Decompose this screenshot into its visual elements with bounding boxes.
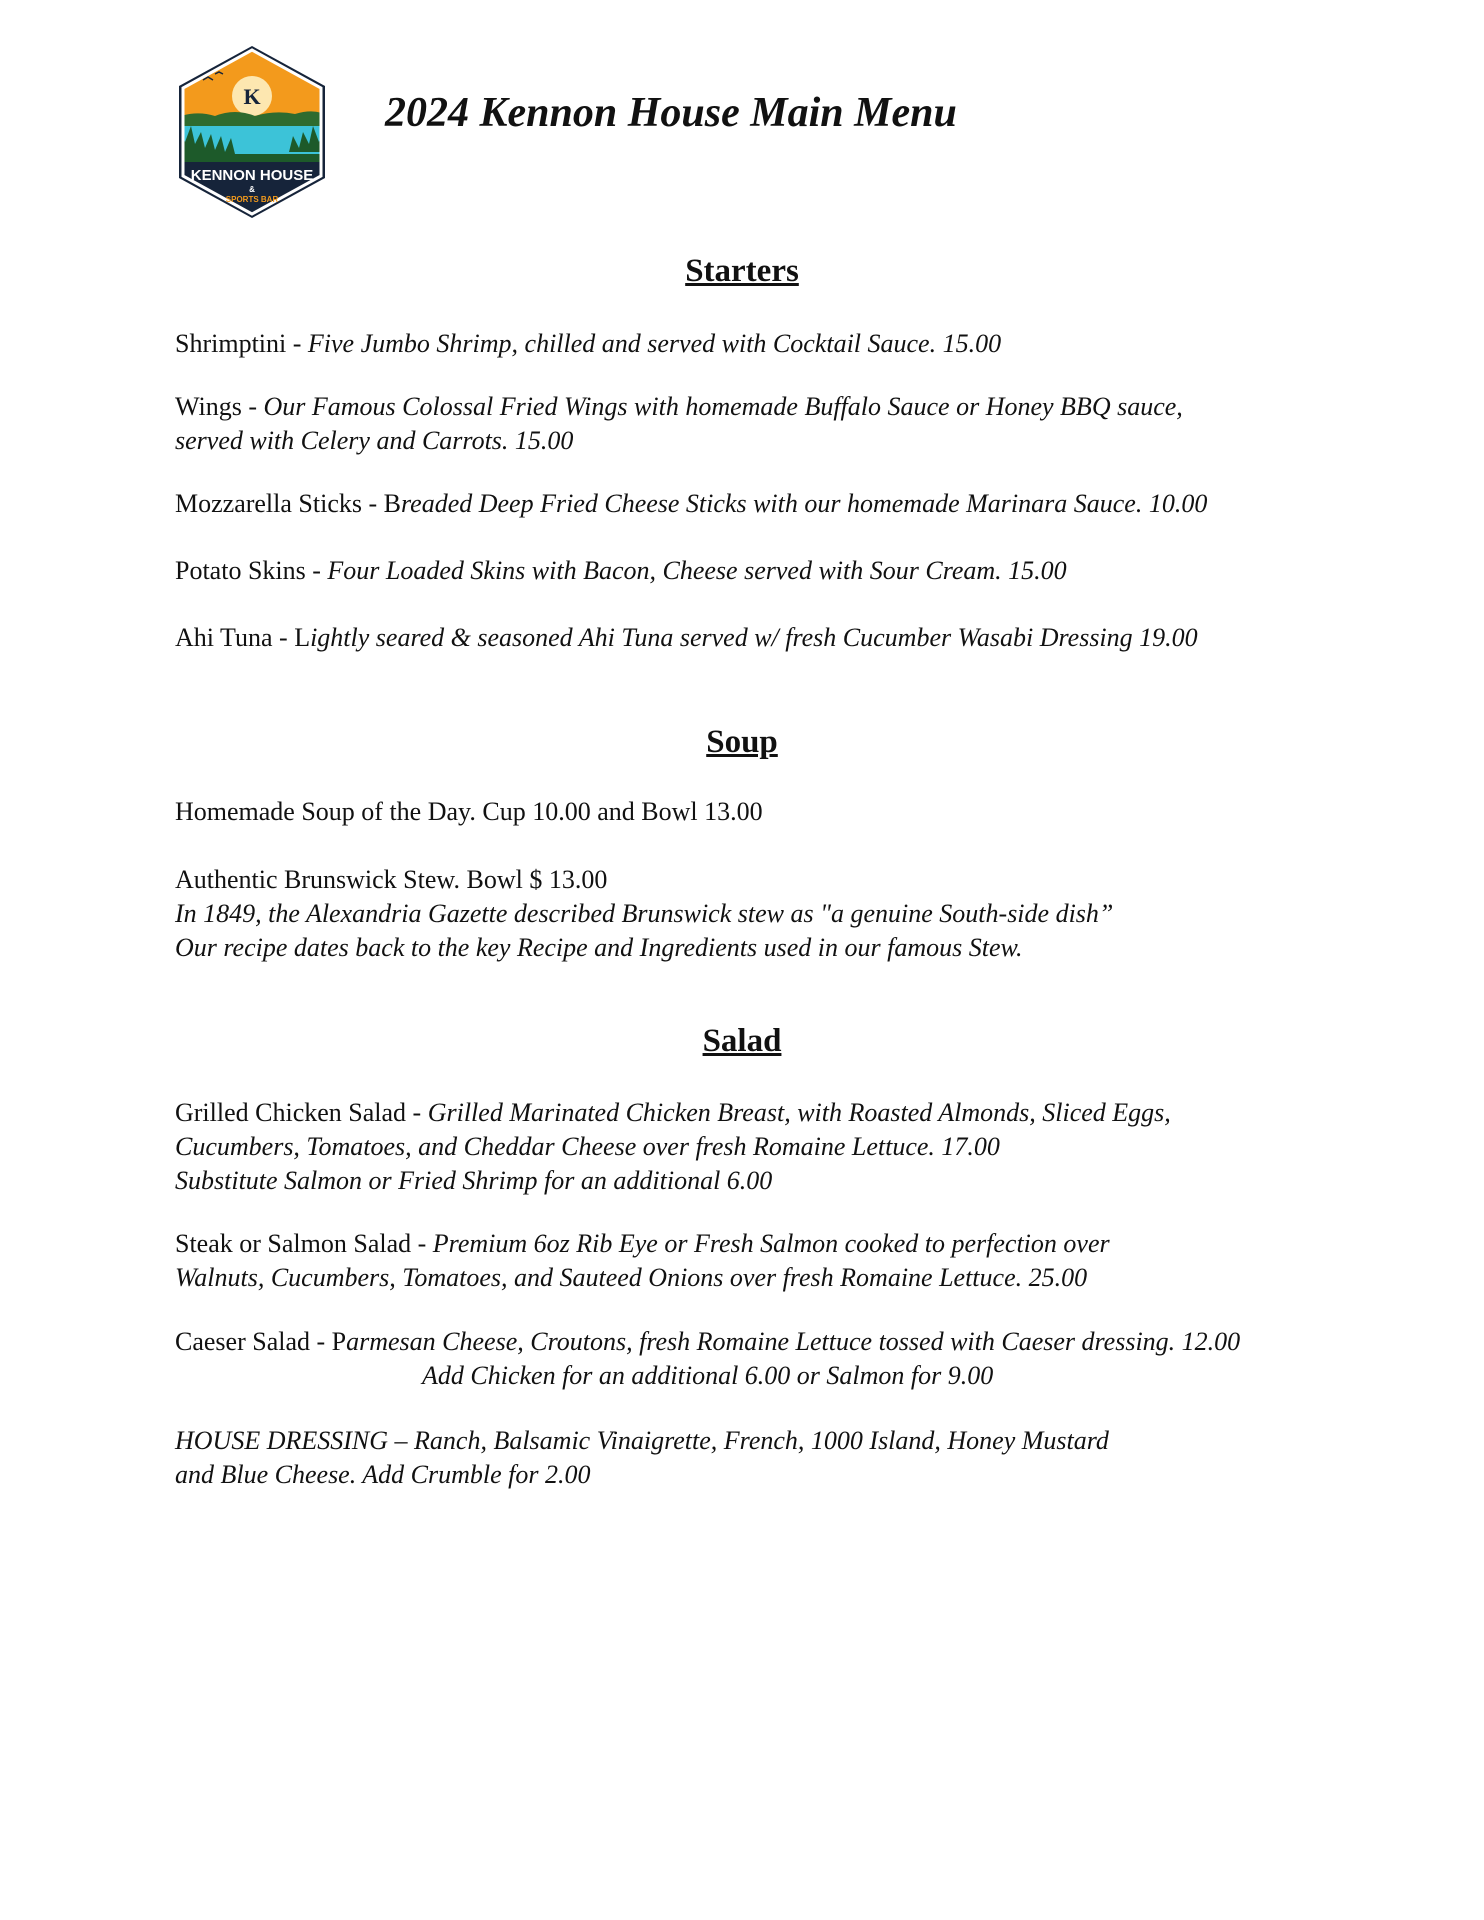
item-name: Grilled Chicken Salad - xyxy=(175,1098,428,1127)
item-name: Potato Skins - xyxy=(175,556,328,585)
item-description: Four Loaded Skins with Bacon, Cheese served with Sour Cream. 15.00 xyxy=(327,556,1067,585)
logo-line1: KENNON HOUSE xyxy=(190,167,314,184)
section-heading-starters: Starters xyxy=(685,253,799,289)
item-description-cont: Substitute Salmon or Fried Shrimp for an additional 6.00 xyxy=(175,1166,773,1195)
item-name: Shrimptini - xyxy=(175,329,308,358)
item-description: In 1849, the Alexandria Gazette described Brunswick stew as "a genuine South-side dish” xyxy=(175,899,1114,928)
logo-line2: & xyxy=(249,185,255,194)
menu-item-potato-skins xyxy=(175,554,1067,588)
item-name: Ahi Tuna - L xyxy=(175,623,311,652)
item-description-cont: Walnuts, Cucumbers, Tomatoes, and Sauteed Onions over fresh Romaine Lettuce. 25.00 xyxy=(175,1263,1088,1292)
item-description: armesan Cheese, Croutons, fresh Romaine Lettuce tossed with Caeser dressing. 12.00 xyxy=(346,1327,1241,1356)
menu-item-brunswick-stew xyxy=(175,863,1113,965)
menu-item-caeser-salad xyxy=(175,1325,1240,1393)
item-description: readed Deep Fried Cheese Sticks with our homemade Marinara Sauce. 10.00 xyxy=(401,489,1208,518)
menu-title: 2024 Kennon House Main Menu xyxy=(385,90,957,136)
item-name: Steak or Salmon Salad - xyxy=(175,1229,433,1258)
logo-line3: SPORTS BAR xyxy=(225,195,279,204)
item-description-cont: and Blue Cheese. Add Crumble for 2.00 xyxy=(175,1460,591,1489)
item-description-cont: Our recipe dates back to the key Recipe and Ingredients used in our famous Stew. xyxy=(175,933,1023,962)
item-name: Homemade Soup of the Day. Cup 10.00 and Bowl 13.00 xyxy=(175,797,763,826)
menu-item-wings xyxy=(175,390,1183,458)
section-heading-soup: Soup xyxy=(706,724,778,760)
item-description: HOUSE DRESSING – Ranch, Balsamic Vinaigrette, French, 1000 Island, Honey Mustard xyxy=(175,1426,1109,1455)
item-description-cont: Cucumbers, Tomatoes, and Cheddar Cheese over fresh Romaine Lettuce. 17.00 xyxy=(175,1132,1000,1161)
item-description-cont: served with Celery and Carrots. 15.00 xyxy=(175,426,574,455)
item-description: Our Famous Colossal Fried Wings with homemade Buffalo Sauce or Honey BBQ sauce, xyxy=(263,392,1183,421)
logo-monogram: K xyxy=(243,84,261,109)
kennon-house-logo xyxy=(175,44,329,220)
item-name: Mozzarella Sticks - B xyxy=(175,489,401,518)
item-name: Authentic Brunswick Stew. Bowl $ 13.00 xyxy=(175,865,608,894)
menu-item-ahi-tuna xyxy=(175,621,1198,655)
item-description: Premium 6oz Rib Eye or Fresh Salmon cooked to perfection over xyxy=(432,1229,1110,1258)
item-description: Five Jumbo Shrimp, chilled and served with Cocktail Sauce. 15.00 xyxy=(307,329,1002,358)
item-description: Grilled Marinated Chicken Breast, with Roasted Almonds, Sliced Eggs, xyxy=(427,1098,1171,1127)
section-heading-salad: Salad xyxy=(702,1023,782,1059)
menu-item-grilled-chicken-salad xyxy=(175,1096,1171,1198)
house-dressing-note xyxy=(175,1424,1109,1492)
item-name: Caeser Salad - P xyxy=(175,1327,347,1356)
menu-item-mozzarella-sticks xyxy=(175,487,1207,521)
menu-item-steak-or-salmon-salad xyxy=(175,1227,1110,1295)
menu-item-soup-of-the-day xyxy=(175,795,763,829)
item-description: ightly seared & seasoned Ahi Tuna served w/ fresh Cucumber Wasabi Dressing 19.00 xyxy=(310,623,1198,652)
item-name: Wings - xyxy=(175,392,264,421)
menu-item-shrimptini xyxy=(175,327,1001,361)
item-description-cont: Add Chicken for an additional 6.00 or Salmon for 9.00 xyxy=(422,1361,994,1390)
